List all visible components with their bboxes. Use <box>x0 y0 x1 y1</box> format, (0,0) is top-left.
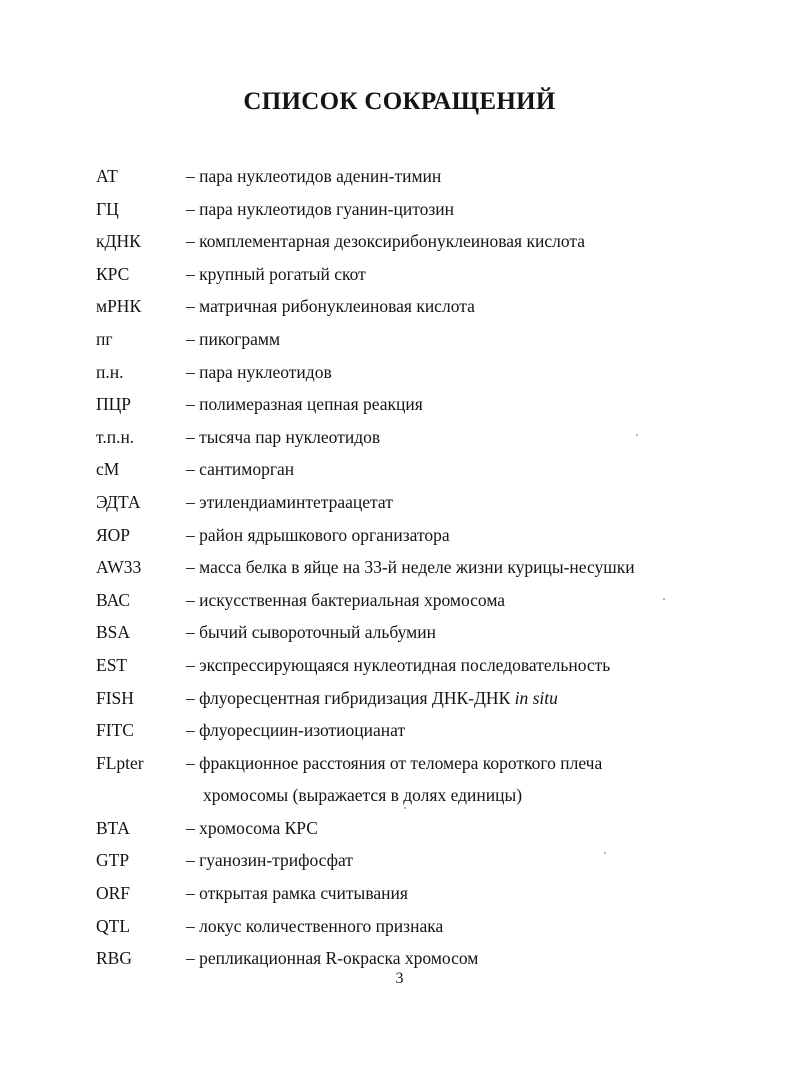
abbreviation-definition <box>186 649 610 682</box>
abbreviation-term: пг <box>96 328 113 349</box>
scan-speck <box>636 434 638 436</box>
abbreviation-definition <box>186 747 602 780</box>
definition-text: – матричная рибонуклеиновая кислота <box>186 296 475 317</box>
abbreviation-definition <box>186 421 380 454</box>
abbreviation-definition <box>186 453 294 486</box>
abbreviation-definition <box>186 225 585 258</box>
abbreviation-row <box>0 519 799 552</box>
definition-text: – сантиморган <box>186 459 295 480</box>
abbreviation-definition <box>186 323 280 356</box>
abbreviation-definition <box>186 193 454 226</box>
definition-text: – район ядрышкового организатора <box>186 524 450 545</box>
abbreviation-term: сМ <box>96 459 120 480</box>
scan-speck <box>404 807 406 809</box>
definition-text: – этилендиаминтетраацетат <box>186 491 393 512</box>
abbreviation-definition <box>186 258 366 291</box>
definition-italic: in situ <box>514 687 558 708</box>
page-title: СПИСОК СОКРАЩЕНИЙ <box>243 88 556 115</box>
definition-text: – гуанозин-трифосфат <box>186 850 353 871</box>
abbreviation-row <box>0 910 799 943</box>
definition-text: – полимеразная цепная реакция <box>186 394 423 415</box>
definition-text: – фракционное расстояния от теломера короткого плеча <box>186 752 603 773</box>
abbreviation-term: AW33 <box>96 557 142 578</box>
definition-text: – пара нуклеотидов гуанин-цитозин <box>186 198 455 219</box>
abbreviation-row <box>0 258 799 291</box>
scan-speck <box>604 852 606 854</box>
abbreviation-row <box>0 486 799 519</box>
abbreviation-definition <box>186 584 505 617</box>
definition-text: – искусственная бактериальная хромосома <box>186 589 506 610</box>
abbreviation-term: GTP <box>96 850 130 871</box>
abbreviation-term: FLpter <box>96 752 144 773</box>
abbreviation-definition <box>186 551 635 584</box>
abbreviation-row <box>0 356 799 389</box>
abbreviation-definition <box>186 290 475 323</box>
abbreviation-row <box>0 584 799 617</box>
abbreviation-term: мРНК <box>96 296 142 317</box>
abbreviation-term: ВТА <box>96 817 130 838</box>
abbreviation-term: т.п.н. <box>96 426 135 447</box>
abbreviation-definition <box>186 519 450 552</box>
abbreviation-definition <box>186 844 353 877</box>
abbreviation-term: ПЦР <box>96 394 132 415</box>
abbreviation-definition <box>186 812 318 845</box>
definition-text: – тысяча пар нуклеотидов <box>186 426 381 447</box>
abbreviation-list <box>0 160 799 975</box>
abbreviation-row <box>0 844 799 877</box>
definition-text: – репликационная R-окраска хромосом <box>186 948 479 969</box>
abbreviation-row <box>0 877 799 910</box>
abbreviation-row <box>0 193 799 226</box>
abbreviation-term: ГЦ <box>96 198 119 219</box>
abbreviation-row <box>0 616 799 649</box>
definition-text: – локус количественного признака <box>186 915 444 936</box>
abbreviation-definition <box>186 160 441 193</box>
definition-text: – пара нуклеотидов аденин-тимин <box>186 166 442 186</box>
abbreviation-row <box>0 290 799 323</box>
abbreviation-row <box>0 225 799 258</box>
abbreviation-row <box>0 421 799 454</box>
definition-text: – флуоресцентная гибридизация ДНК-ДНК <box>186 687 511 708</box>
abbreviation-row <box>0 747 799 780</box>
abbreviation-definition <box>186 388 423 421</box>
definition-text: – пара нуклеотидов <box>186 361 332 382</box>
abbreviation-term: ORF <box>96 883 131 904</box>
abbreviation-definition <box>186 616 436 649</box>
scan-speck <box>663 598 665 600</box>
abbreviation-row <box>0 453 799 486</box>
definition-text: – масса белка в яйце на 33-й неделе жизни курицы-несушки <box>186 557 635 578</box>
abbreviation-row <box>0 388 799 421</box>
abbreviation-term: КРС <box>96 263 130 284</box>
abbreviation-row <box>0 649 799 682</box>
definition-text: – бычий сывороточный альбумин <box>186 622 436 643</box>
abbreviation-term: АТ <box>96 166 118 186</box>
abbreviation-term: ЯОР <box>96 524 131 545</box>
abbreviation-term: кДНК <box>96 231 141 252</box>
abbreviation-row <box>0 714 799 747</box>
abbreviation-definition <box>186 714 405 747</box>
abbreviation-row <box>0 160 799 193</box>
abbreviation-row <box>0 551 799 584</box>
definition-continuation: хромосомы (выражается в долях единицы) <box>203 785 523 806</box>
abbreviation-term: FISH <box>96 687 134 708</box>
abbreviation-definition <box>186 877 408 910</box>
abbreviation-row <box>0 682 799 715</box>
definition-text: – крупный рогатый скот <box>186 263 366 284</box>
abbreviation-term: ВАС <box>96 589 131 610</box>
abbreviation-term: QTL <box>96 915 131 936</box>
abbreviation-term: RBG <box>96 948 132 969</box>
definition-text: – флуоресциин-изотиоцианат <box>186 720 406 741</box>
definition-text: – открытая рамка считывания <box>186 883 408 904</box>
abbreviation-term: EST <box>96 654 128 675</box>
abbreviation-definition <box>186 682 558 715</box>
abbreviation-row <box>0 323 799 356</box>
abbreviation-definition <box>186 486 393 519</box>
abbreviation-term: BSA <box>96 622 131 643</box>
abbreviation-definition <box>186 910 443 943</box>
page-number: 3 <box>395 970 404 987</box>
definition-text: – комплементарная дезоксирибонуклеиновая кислота <box>186 231 585 252</box>
abbreviation-term: FITC <box>96 720 134 741</box>
definition-text: – хромосома КРС <box>186 817 318 838</box>
abbreviation-row-continuation <box>0 779 799 812</box>
definition-text: – экспрессирующаяся нуклеотидная последовательность <box>186 654 611 675</box>
definition-text: – пикограмм <box>186 328 281 349</box>
abbreviation-definition <box>186 356 332 389</box>
abbreviation-term: ЭДТА <box>96 491 141 512</box>
abbreviation-term: п.н. <box>96 361 124 382</box>
abbreviation-row <box>0 812 799 845</box>
